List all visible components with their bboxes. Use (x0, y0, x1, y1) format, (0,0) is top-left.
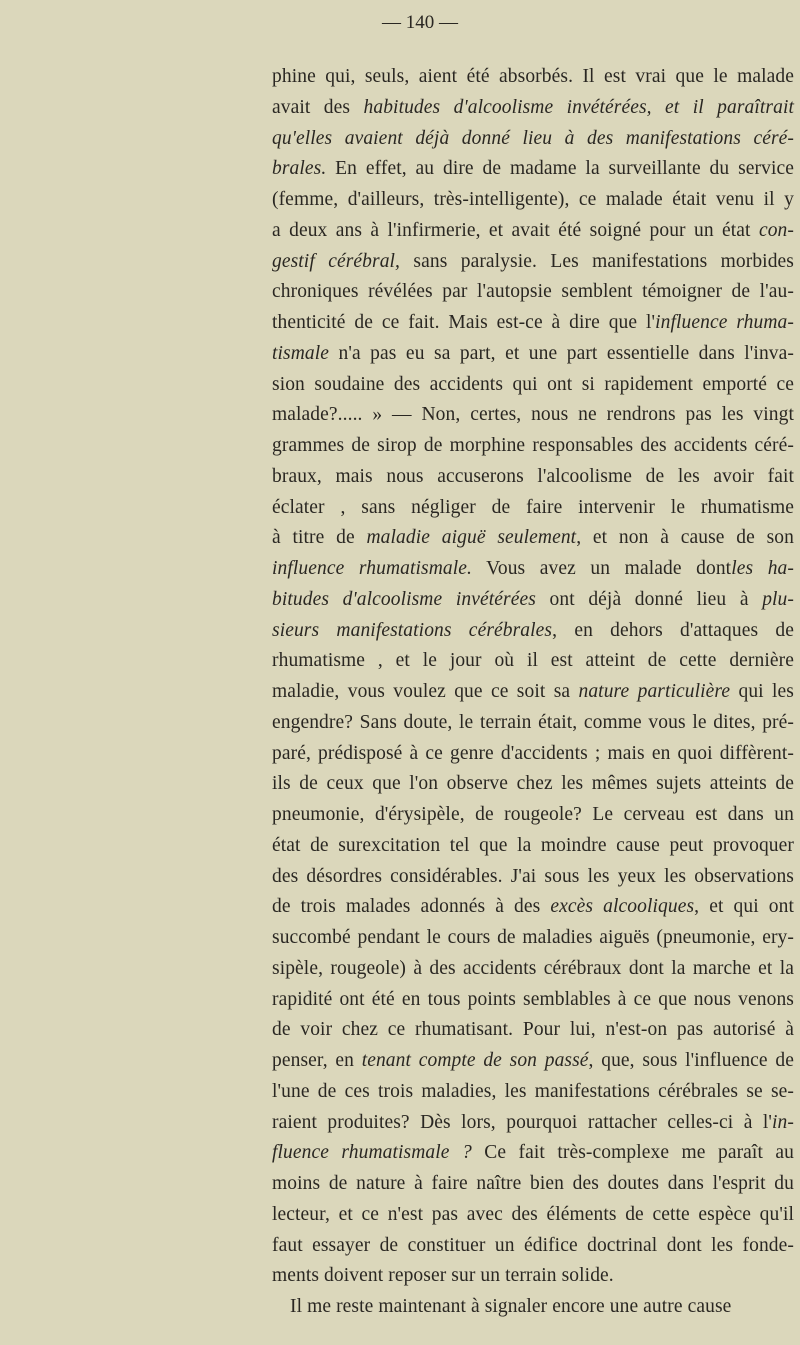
text-segment: rapidité ont été en tous points semblables à ce que nous venons (272, 988, 794, 1010)
text-line (272, 1231, 794, 1262)
italic-text: con- (758, 219, 794, 241)
italic-text: qu'elles avaient déjà donné lieu à des manifestations céré- (272, 127, 794, 149)
italic-text: tenant compte de son passé (361, 1050, 589, 1071)
text-segment: qui les (730, 681, 794, 702)
text-line (272, 739, 794, 770)
text-segment: maladie, vous voulez que ce soit sa (272, 681, 579, 702)
text-line (272, 1046, 794, 1077)
text-segment: Ce fait très-complexe me paraît au (471, 1142, 794, 1164)
page-number: — 140 — (382, 12, 458, 33)
text-line (272, 185, 794, 216)
text-line (272, 708, 794, 739)
text-line (272, 954, 794, 985)
text-segment: , et non à cause de son (576, 527, 795, 549)
text-line (272, 831, 794, 862)
text-line (272, 985, 794, 1016)
text-line (272, 247, 794, 278)
text-segment: a deux ans à l'infirmerie, et avait été soigné pour un état (272, 219, 759, 241)
text-line (272, 923, 794, 954)
body-text (272, 62, 794, 1323)
italic-text: excès alcooliques (550, 896, 695, 918)
italic-text: in- (772, 1111, 794, 1133)
italic-text: nature particulière (578, 681, 731, 702)
text-segment: penser, en (272, 1050, 362, 1071)
text-line (272, 431, 794, 462)
text-segment: Il me reste maintenant à signaler encore une autre cause (290, 1296, 732, 1317)
text-segment: de voir chez ce rhumatisant. Pour lui, n'est-on pas autorisé à (272, 1019, 794, 1041)
text-segment: avait des (272, 96, 364, 118)
text-segment: chroniques révélées par l'autopsie semblent témoigner de l'au- (272, 281, 794, 303)
text-segment: de trois malades adonnés à des (272, 896, 551, 918)
italic-text: brales. (272, 158, 327, 180)
text-line (272, 800, 794, 831)
italic-text: plu- (762, 588, 794, 610)
text-segment: , que, sous l'influence de (588, 1050, 794, 1071)
text-line (272, 616, 794, 647)
text-segment: des désordres considérables. J'ai sous les yeux les observations (272, 865, 794, 887)
text-segment: ments doivent reposer sur un terrain solide. (272, 1265, 614, 1287)
italic-text: fluence rhumatismale ? (272, 1142, 472, 1164)
text-line (272, 1261, 794, 1292)
text-segment: engendre? Sans doute, le terrain était, comme vous le dites, pré- (272, 711, 794, 733)
italic-text: sieurs manifestations cérébrales (272, 619, 553, 641)
text-segment: , et qui ont (694, 896, 795, 918)
italic-text: influence rhuma- (655, 312, 794, 333)
text-line (272, 277, 794, 308)
text-segment: rhumatisme , et le jour où il est atteint de cette dernière (272, 650, 794, 672)
text-line (272, 124, 794, 155)
text-line (272, 339, 794, 370)
text-segment: à titre de (272, 527, 367, 549)
text-line (272, 1015, 794, 1046)
text-line (272, 400, 794, 431)
text-line (272, 892, 794, 923)
text-line (272, 493, 794, 524)
text-segment: faut essayer de constituer un édifice doctrinal dont les fonde- (272, 1234, 794, 1256)
text-segment: lecteur, et ce n'est pas avec des éléments de cette espèce qu'il (272, 1203, 794, 1225)
text-segment: n'a pas eu sa part, et une part essentielle dans l'inva- (329, 342, 794, 364)
text-line (272, 862, 794, 893)
italic-text: gestif cérébral, (272, 250, 401, 272)
text-line (272, 93, 794, 124)
text-segment: sion soudaine des accidents qui ont si rapidement emporté ce (272, 373, 794, 395)
text-segment: l'une de ces trois maladies, les manifestations cérébrales se se- (272, 1080, 794, 1102)
text-segment: (femme, d'ailleurs, très-intelligente), ce malade était venu il y (272, 189, 794, 210)
text-line (272, 370, 794, 401)
text-segment: Vous avez un malade dont (471, 558, 732, 579)
text-segment: succombé pendant le cours de maladies aiguës (pneumonie, ery- (272, 927, 794, 948)
text-line (272, 769, 794, 800)
italic-text: tismale (272, 342, 330, 364)
text-segment: En effet, au dire de madame la surveillante du service (326, 158, 794, 180)
text-segment: éclater , sans négliger de faire intervenir le rhumatisme (272, 496, 794, 518)
text-segment: pneumonie, d'érysipèle, de rougeole? Le cerveau est dans un (272, 804, 794, 825)
text-line (272, 677, 794, 708)
text-line (272, 1292, 794, 1323)
text-segment: phine qui, seuls, aient été absorbés. Il est vrai que le malade (272, 66, 794, 87)
text-line (272, 1108, 794, 1139)
text-line (272, 585, 794, 616)
text-segment: malade?..... » — Non, certes, nous ne rendrons pas les vingt (272, 404, 794, 426)
text-segment: ont déjà donné lieu à (535, 588, 763, 610)
text-line (272, 308, 794, 339)
text-segment: moins de nature à faire naître bien des doutes dans l'esprit du (272, 1173, 794, 1194)
text-line (272, 1169, 794, 1200)
text-segment: sans paralysie. Les manifestations morbides (400, 250, 794, 272)
italic-text: bitudes d'alcoolisme invétérées (272, 588, 536, 610)
text-segment: braux, mais nous accuserons l'alcoolisme de les avoir fait (272, 465, 794, 487)
text-line (272, 154, 794, 185)
italic-text: habitudes d'alcoolisme invétérées, et il paraîtrait (363, 96, 794, 118)
text-segment: , en dehors d'attaques de (552, 619, 794, 641)
text-line (272, 216, 794, 247)
text-segment: paré, prédisposé à ce genre d'accidents ; mais en quoi diffèrent- (272, 742, 794, 764)
italic-text: maladie aiguë seulement (366, 527, 577, 549)
text-segment: ils de ceux que l'on observe chez les mêmes sujets atteints de (272, 773, 794, 795)
text-segment: thenticité de ce fait. Mais est-ce à dire que l' (272, 312, 656, 333)
text-line (272, 1200, 794, 1231)
text-line (272, 1077, 794, 1108)
text-segment: état de surexcitation tel que la moindre cause peut provoquer (272, 834, 794, 856)
text-line (272, 523, 794, 554)
text-line (272, 62, 794, 93)
text-segment: raient produites? Dès lors, pourquoi rattacher celles-ci à l' (272, 1111, 773, 1133)
text-segment: grammes de sirop de morphine responsables des accidents céré- (272, 435, 794, 456)
text-line (272, 554, 794, 585)
text-line (272, 1138, 794, 1169)
italic-text: influence rhumatismale. (272, 558, 472, 579)
text-line (272, 462, 794, 493)
italic-text: les ha- (731, 558, 794, 579)
text-segment: sipèle, rougeole) à des accidents cérébraux dont la marche et la (272, 957, 794, 979)
text-line (272, 646, 794, 677)
